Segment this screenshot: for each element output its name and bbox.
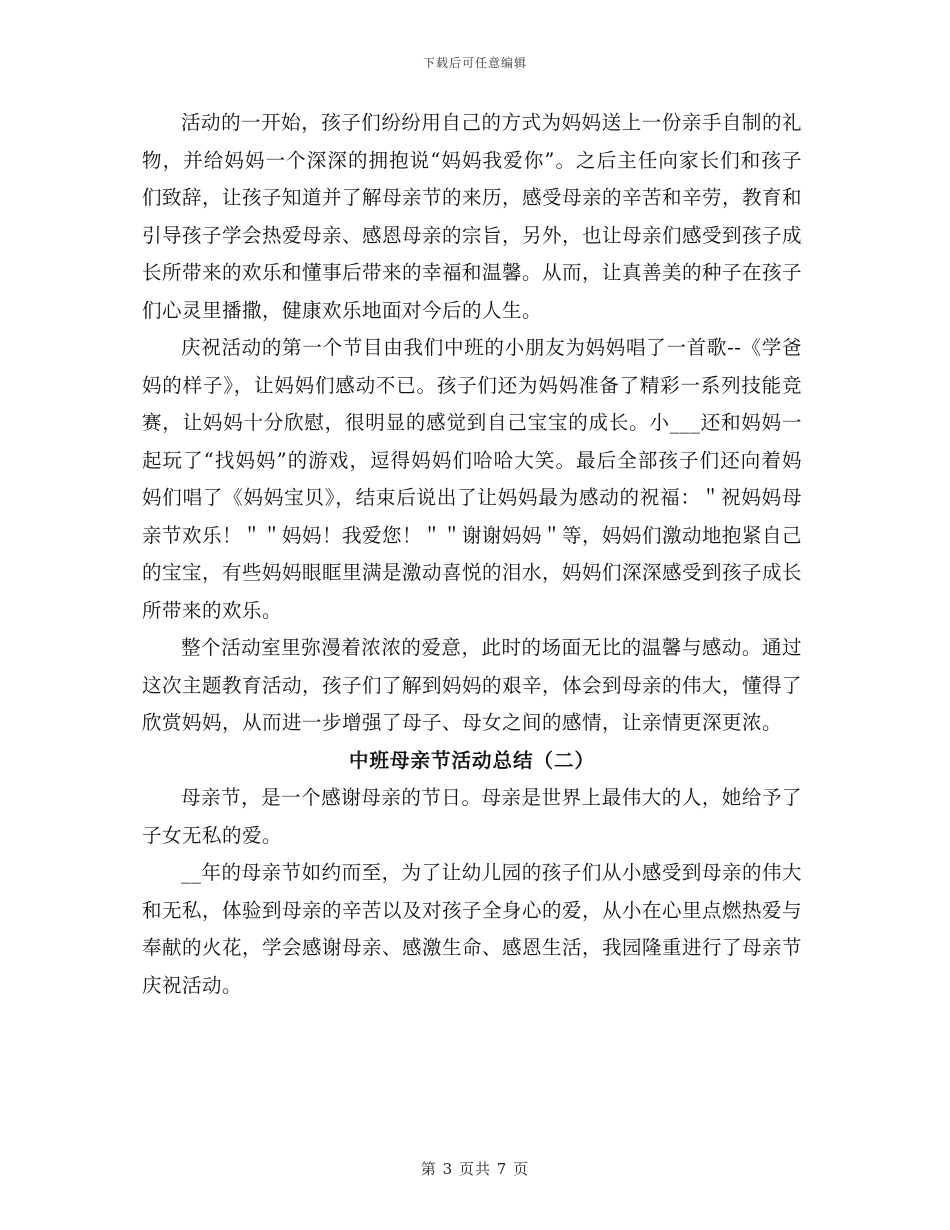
page-header: 下载后可任意编辑: [422, 56, 527, 70]
section-title: 中班母亲节活动总结（二）: [348, 748, 595, 772]
document-body: [142, 104, 802, 1004]
paragraph: 整个活动室里弥漫着浓浓的爱意，此时的场面无比的温馨与感动。通过这次主题教育活动，孩子们了解到妈妈的艰辛，体会到母亲的伟大，懂得了欣赏妈妈，从而进一步增强了母子、母女之间的感情，让亲情更深更浓。: [142, 636, 803, 734]
paragraph: __年的母亲节如约而至，为了让幼儿园的孩子们从小感受到母亲的伟大和无私，体验到母亲的辛苦以及对孩子全身心的爱，从小在心里点燃热爱与奉献的火花，学会感谢母亲、感激生命、感恩生活，我园隆重进行了母亲节庆祝活动。: [142, 861, 803, 997]
paragraph: 活动的一开始，孩子们纷纷用自己的方式为妈妈送上一份亲手自制的礼物，并给妈妈一个深深的拥抱说“妈妈我爱你”。之后主任向家长们和孩子们致辞，让孩子知道并了解母亲节的来历，感受母亲的辛苦和辛劳，教育和引导孩子学会热爱母亲、感恩母亲的宗旨，另外，也让母亲们感受到孩子成长所带来的欢乐和懂事后带来的幸福和温馨。从而，让真善美的种子在孩子们心灵里播撒，健康欢乐地面对今后的人生。: [142, 111, 803, 322]
page-number-footer: 第 3 页共 7 页: [420, 1160, 530, 1178]
paragraph: 母亲节，是一个感谢母亲的节日。母亲是世界上最伟大的人，她给予了子女无私的爱。: [142, 786, 802, 847]
paragraph: 庆祝活动的第一个节目由我们中班的小朋友为妈妈唱了一首歌--《学爸妈的样子》，让妈妈们感动不已。孩子们还为妈妈准备了精彩一系列技能竞赛，让妈妈十分欣慰，很明显的感觉到自己宝宝的成长。小___还和妈妈一起玩了“找妈妈”的游戏，逗得妈妈们哈哈大笑。最后全部孩子们还向着妈妈们唱了《妈妈宝贝》，结束后说出了让妈妈最为感动的祝福：＂祝妈妈母亲节欢乐！＂＂妈妈！我爱您！＂＂谢谢妈妈＂等，妈妈们激动地抱紧自己的宝宝，有些妈妈眼眶里满是激动喜悦的泪水，妈妈们深深感受到孩子成长所带来的欢乐。: [142, 336, 803, 622]
